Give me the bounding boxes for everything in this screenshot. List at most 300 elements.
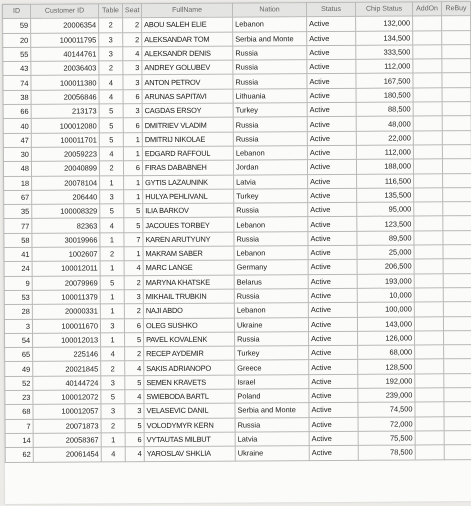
cell-addon [415,445,444,459]
cell-rebuy [442,87,471,101]
cell-nation: Lebanon [233,146,307,161]
cell-chip-status: 116,500 [357,174,414,189]
cell-fullname: ARUNAS SAPITAVI [142,89,233,104]
cell-addon [415,402,444,416]
cell-nation: Turkey [234,188,308,203]
cell-nation: Ukraine [234,317,308,332]
cell-rebuy [442,145,471,159]
cell-table: 1 [100,290,124,304]
cell-table: 1 [100,233,124,247]
cell-fullname: VELASEVIC DANIL [144,403,235,418]
cell-chip-status: 206,500 [357,259,414,274]
cell-rebuy [443,173,471,187]
cell-seat: 4 [123,47,142,61]
column-header-rebuy[interactable]: ReBuy [441,2,470,16]
cell-chip-status: 72,000 [358,417,415,432]
cell-fullname: EDGARD RAFFOUL [142,146,233,161]
cell-addon [415,431,444,445]
cell-rebuy [443,202,471,216]
cell-customer-id: 20058367 [33,433,101,448]
cell-addon [413,130,442,144]
cell-chip-status: 74,500 [358,402,415,417]
cell-id: 48 [3,162,31,176]
cell-fullname: MAKRAM SABER [143,246,234,261]
cell-customer-id: 100012057 [33,404,101,419]
cell-addon [413,30,442,44]
cell-table: 3 [100,318,124,332]
cell-nation: Russia [233,60,307,75]
cell-addon [415,359,444,373]
cell-chip-status: 112,000 [356,145,413,160]
cell-customer-id: 100011795 [31,33,99,48]
cell-id: 24 [4,262,32,276]
cell-rebuy [443,245,471,259]
cell-rebuy [443,216,471,230]
cell-fullname: DMITRIEV VLADIM [142,117,233,132]
cell-status: Active [307,117,356,132]
cell-id: 47 [3,133,31,147]
cell-seat: 6 [123,118,142,132]
cell-seat: 2 [123,32,142,46]
cell-fullname: JACOUES TORBEY [143,218,234,233]
cell-table: 4 [100,218,124,232]
cell-table: 4 [99,147,123,161]
cell-chip-status: 135,500 [357,188,414,203]
cell-rebuy [443,230,471,244]
cell-rebuy [442,16,471,30]
cell-id: 30 [3,147,31,161]
cell-addon [414,288,443,302]
column-header-addon[interactable]: AddOn [412,2,441,16]
cell-table: 3 [101,404,125,418]
cell-table: 3 [99,47,123,61]
cell-seat: 6 [124,318,143,332]
cell-addon [414,202,443,216]
cell-rebuy [443,259,471,273]
cell-customer-id: 20040899 [31,161,99,176]
cell-fullname: GYTIS LAZAUNINK [143,175,234,190]
cell-seat: 6 [123,161,142,175]
cell-fullname: PAVEL KOVALENK [144,332,235,347]
cell-chip-status: 132,000 [356,16,413,31]
cell-chip-status: 95,000 [357,202,414,217]
cell-fullname: MIKHAIL TRUBKIN [143,289,234,304]
cell-addon [415,374,444,388]
cell-seat: 4 [125,390,144,404]
cell-addon [413,59,442,73]
cell-status: Active [309,403,358,418]
cell-chip-status: 333,500 [356,45,413,60]
cell-addon [414,188,443,202]
cell-rebuy [444,388,471,402]
cell-chip-status: 128,500 [358,359,415,374]
cell-id: 65 [5,347,33,361]
cell-customer-id: 20056846 [31,90,99,105]
cell-nation: Israel [235,374,309,389]
cell-rebuy [444,445,471,459]
cell-fullname: ANTON PETROV [142,75,233,90]
cell-seat: 7 [124,232,143,246]
cell-rebuy [444,345,471,359]
cell-fullname: SAKIS ADRIANOPO [144,361,235,376]
cell-table: 5 [101,390,125,404]
cell-rebuy [442,45,471,59]
cell-addon [413,16,442,30]
cell-rebuy [442,130,471,144]
cell-addon [414,259,443,273]
cell-addon [413,116,442,130]
cell-nation: Turkey [235,346,309,361]
cell-table: 5 [99,132,123,146]
cell-nation: Latvia [234,174,308,189]
cell-fullname: ILIA BARKOV [143,203,234,218]
cell-customer-id: 100012011 [32,261,100,276]
cell-status: Active [307,88,356,103]
cell-chip-status: 239,000 [358,388,415,403]
cell-nation: Russia [233,117,307,132]
cell-chip-status: 123,500 [357,216,414,231]
cell-id: 62 [5,448,33,462]
cell-table: 2 [99,161,123,175]
column-header-id[interactable]: ID [3,4,31,18]
cell-id: 52 [5,376,33,390]
cell-status: Active [308,317,357,332]
cell-customer-id: 20000331 [32,304,100,319]
cell-fullname: DMITRIJ NIKOLAE [142,132,233,147]
cell-nation: Russia [235,417,309,432]
cell-nation: Russia [235,331,309,346]
cell-seat: 2 [125,347,144,361]
cell-chip-status: 10,000 [357,288,414,303]
cell-status: Active [307,160,356,175]
cell-rebuy [443,273,471,287]
cell-rebuy [442,102,471,116]
cell-chip-status: 188,000 [356,159,413,174]
cell-status: Active [308,231,357,246]
cell-seat: 1 [124,247,143,261]
cell-table: 2 [101,361,125,375]
cell-id: 68 [5,405,33,419]
cell-fullname: SEMEN KRAVETS [144,375,235,390]
cell-table: 1 [100,261,124,275]
cell-table: 5 [100,275,124,289]
cell-status: Active [309,331,358,346]
cell-addon [413,45,442,59]
cell-id: 9 [4,276,32,290]
cell-status: Active [308,245,357,260]
cell-status: Active [308,217,357,232]
cell-chip-status: 112,000 [356,59,413,74]
cell-id: 43 [3,62,31,76]
cell-status: Active [307,31,356,46]
cell-id: 53 [4,290,32,304]
cell-id: 38 [3,90,31,104]
cell-customer-id: 100011380 [31,75,99,90]
column-header-nation[interactable]: Nation [232,3,306,18]
cell-fullname: VYTAUTAS MILBUT [144,432,235,447]
cell-nation: Germany [234,260,308,275]
cell-id: 59 [3,19,31,33]
cell-rebuy [442,116,471,130]
cell-rebuy [444,431,471,445]
cell-customer-id: 100012013 [33,333,101,348]
cell-customer-id: 225146 [33,347,101,362]
cell-seat: 3 [123,104,142,118]
cell-chip-status: 78,500 [358,445,415,460]
cell-nation: Russia [234,289,308,304]
cell-chip-status: 89,500 [357,231,414,246]
cell-customer-id: 40144724 [33,376,101,391]
cell-table: 2 [99,61,123,75]
cell-fullname: ALEKSANDR DENIS [142,46,233,61]
cell-seat: 4 [125,361,144,375]
cell-id: 74 [3,76,31,90]
cell-id: 28 [4,305,32,319]
cell-status: Active [307,17,356,32]
cell-fullname: NAJI ABDO [143,303,234,318]
cell-seat: 1 [124,175,143,189]
cell-customer-id: 100008329 [32,204,100,219]
cell-seat: 5 [125,375,144,389]
cell-customer-id: 20078104 [32,175,100,190]
cell-rebuy [443,302,471,316]
cell-addon [414,273,443,287]
cell-table: 5 [99,118,123,132]
cell-rebuy [443,187,471,201]
cell-id: 66 [3,104,31,118]
cell-status: Active [307,60,356,75]
cell-table: 3 [101,375,125,389]
cell-table: 1 [100,304,124,318]
cell-addon [413,102,442,116]
cell-table: 2 [99,18,123,32]
cell-seat: 1 [124,190,143,204]
cell-nation: Turkey [233,103,307,118]
cell-seat: 2 [124,275,143,289]
cell-id: 7 [5,419,33,433]
cell-fullname: ALEKSANDAR TOM [142,32,233,47]
cell-customer-id: 20006354 [31,18,99,33]
cell-seat: 3 [125,404,144,418]
cell-status: Active [307,145,356,160]
cell-id: 55 [3,47,31,61]
cell-nation: Russia [233,74,307,89]
cell-fullname: YAROSLAV SHKLIA [144,446,235,461]
column-header-customer-id[interactable]: Customer ID [31,4,99,19]
cell-seat: 4 [124,261,143,275]
cell-id: 14 [5,433,33,447]
cell-addon [414,316,443,330]
cell-rebuy [443,288,471,302]
cell-table: 4 [99,90,123,104]
cell-seat: 2 [124,304,143,318]
cell-addon [415,331,444,345]
column-header-chip-status[interactable]: Chip Status [355,2,412,17]
cell-customer-id: 20021845 [33,361,101,376]
cell-status: Active [308,188,357,203]
cell-table: 4 [99,75,123,89]
cell-rebuy [442,159,471,173]
cell-status: Active [309,374,358,389]
cell-addon [415,345,444,359]
cell-nation: Lithuania [233,88,307,103]
cell-customer-id: 100011379 [32,290,100,305]
cell-rebuy [443,316,471,330]
cell-id: 35 [4,204,32,218]
cell-fullname: ABOU SALEH ELIE [142,17,233,32]
cell-table: 2 [101,418,125,432]
cell-customer-id: 100011701 [31,133,99,148]
cell-chip-status: 68,000 [358,345,415,360]
player-table [2,1,471,462]
cell-status: Active [309,360,358,375]
cell-table: 1 [100,175,124,189]
cell-nation: Jordan [233,160,307,175]
cell-chip-status: 75,500 [358,431,415,446]
cell-addon [414,245,443,259]
cell-customer-id: 206440 [32,190,100,205]
cell-seat: 5 [124,204,143,218]
cell-nation: Russia [233,46,307,61]
cell-seat: 6 [125,433,144,447]
cell-fullname: VOLODYMYR KERN [144,418,235,433]
cell-customer-id: 213173 [31,104,99,119]
cell-status: Active [308,202,357,217]
cell-status: Active [307,131,356,146]
cell-nation: Lebanon [234,246,308,261]
cell-rebuy [442,73,471,87]
cell-chip-status: 143,000 [357,317,414,332]
cell-chip-status: 25,000 [357,245,414,260]
column-header-seat[interactable]: Seat [123,4,142,18]
cell-rebuy [442,59,471,73]
cell-chip-status: 180,500 [356,88,413,103]
cell-customer-id: 20079969 [32,276,100,291]
cell-fullname: KAREN ARUTYUNY [143,232,234,247]
cell-nation: Greece [235,360,309,375]
cell-status: Active [308,274,357,289]
cell-customer-id: 100012072 [33,390,101,405]
cell-customer-id: 30019966 [32,233,100,248]
cell-customer-id: 20061454 [33,447,101,462]
column-header-table[interactable]: Table [99,4,123,18]
cell-fullname: ANDREY GOLUBEV [142,60,233,75]
cell-addon [414,173,443,187]
cell-nation: Ukraine [235,446,309,461]
cell-nation: Russia [233,131,307,146]
cell-addon [413,145,442,159]
cell-rebuy [444,330,471,344]
cell-chip-status: 167,500 [356,73,413,88]
cell-fullname: HULYA PEHLIVANL [143,189,234,204]
cell-nation: Lebanon [234,303,308,318]
cell-id: 49 [5,362,33,376]
cell-nation: Poland [235,389,309,404]
cell-seat: 1 [123,132,142,146]
cell-addon [413,88,442,102]
cell-chip-status: 22,000 [356,131,413,146]
cell-nation: Serbia and Monte [233,31,307,46]
cell-seat: 1 [123,147,142,161]
cell-table: 5 [99,104,123,118]
cell-table: 2 [100,247,124,261]
cell-seat: 2 [123,18,142,32]
cell-id: 40 [3,119,31,133]
cell-status: Active [308,303,357,318]
cell-addon [415,388,444,402]
cell-customer-id: 20036403 [31,61,99,76]
cell-seat: 5 [125,332,144,346]
cell-id: 18 [4,176,32,190]
cell-fullname: RECEP AYDEMIR [144,346,235,361]
cell-fullname: CAGDAS ERSOY [142,103,233,118]
cell-rebuy [442,30,471,44]
cell-fullname: MARYNA KHATSKE [143,275,234,290]
table-row[interactable] [5,445,471,462]
cell-customer-id: 20059223 [31,147,99,162]
cell-table: 5 [100,204,124,218]
cell-chip-status: 126,000 [358,331,415,346]
cell-chip-status: 88,500 [356,102,413,117]
cell-seat: 3 [123,75,142,89]
cell-status: Active [307,45,356,60]
cell-table: 1 [101,433,125,447]
cell-nation: Serbia and Monte [235,403,309,418]
cell-status: Active [307,102,356,117]
cell-table: 4 [101,347,125,361]
cell-seat: 3 [124,290,143,304]
cell-nation: Latvia [235,432,309,447]
cell-rebuy [444,359,471,373]
cell-addon [414,302,443,316]
cell-id: 3 [4,319,32,333]
cell-id: 23 [5,390,33,404]
cell-rebuy [444,373,471,387]
cell-status: Active [309,417,358,432]
cell-addon [415,416,444,430]
column-header-status[interactable]: Status [306,2,355,17]
table-body [3,16,471,462]
cell-nation: Russia [234,231,308,246]
cell-status: Active [309,345,358,360]
cell-status: Active [309,431,358,446]
cell-nation: Lebanon [233,17,307,32]
cell-id: 77 [4,219,32,233]
cell-table: 4 [101,447,125,461]
cell-rebuy [444,416,471,430]
cell-id: 41 [4,247,32,261]
cell-chip-status: 193,000 [357,274,414,289]
player-table-sheet [2,1,471,504]
cell-customer-id: 40144761 [31,47,99,62]
cell-customer-id: 1002607 [32,247,100,262]
cell-table: 3 [100,190,124,204]
cell-customer-id: 20071873 [33,419,101,434]
cell-status: Active [309,388,358,403]
cell-chip-status: 192,000 [358,374,415,389]
cell-id: 54 [5,333,33,347]
cell-rebuy [444,402,471,416]
cell-addon [413,73,442,87]
column-header-fullname[interactable]: FullName [142,3,233,18]
cell-id: 67 [4,190,32,204]
cell-customer-id: 100012080 [31,118,99,133]
cell-fullname: OLEG SUSHKO [143,318,234,333]
cell-status: Active [308,260,357,275]
cell-customer-id: 100011670 [32,318,100,333]
cell-customer-id: 82363 [32,218,100,233]
cell-fullname: SWIEBODA BARTL [144,389,235,404]
